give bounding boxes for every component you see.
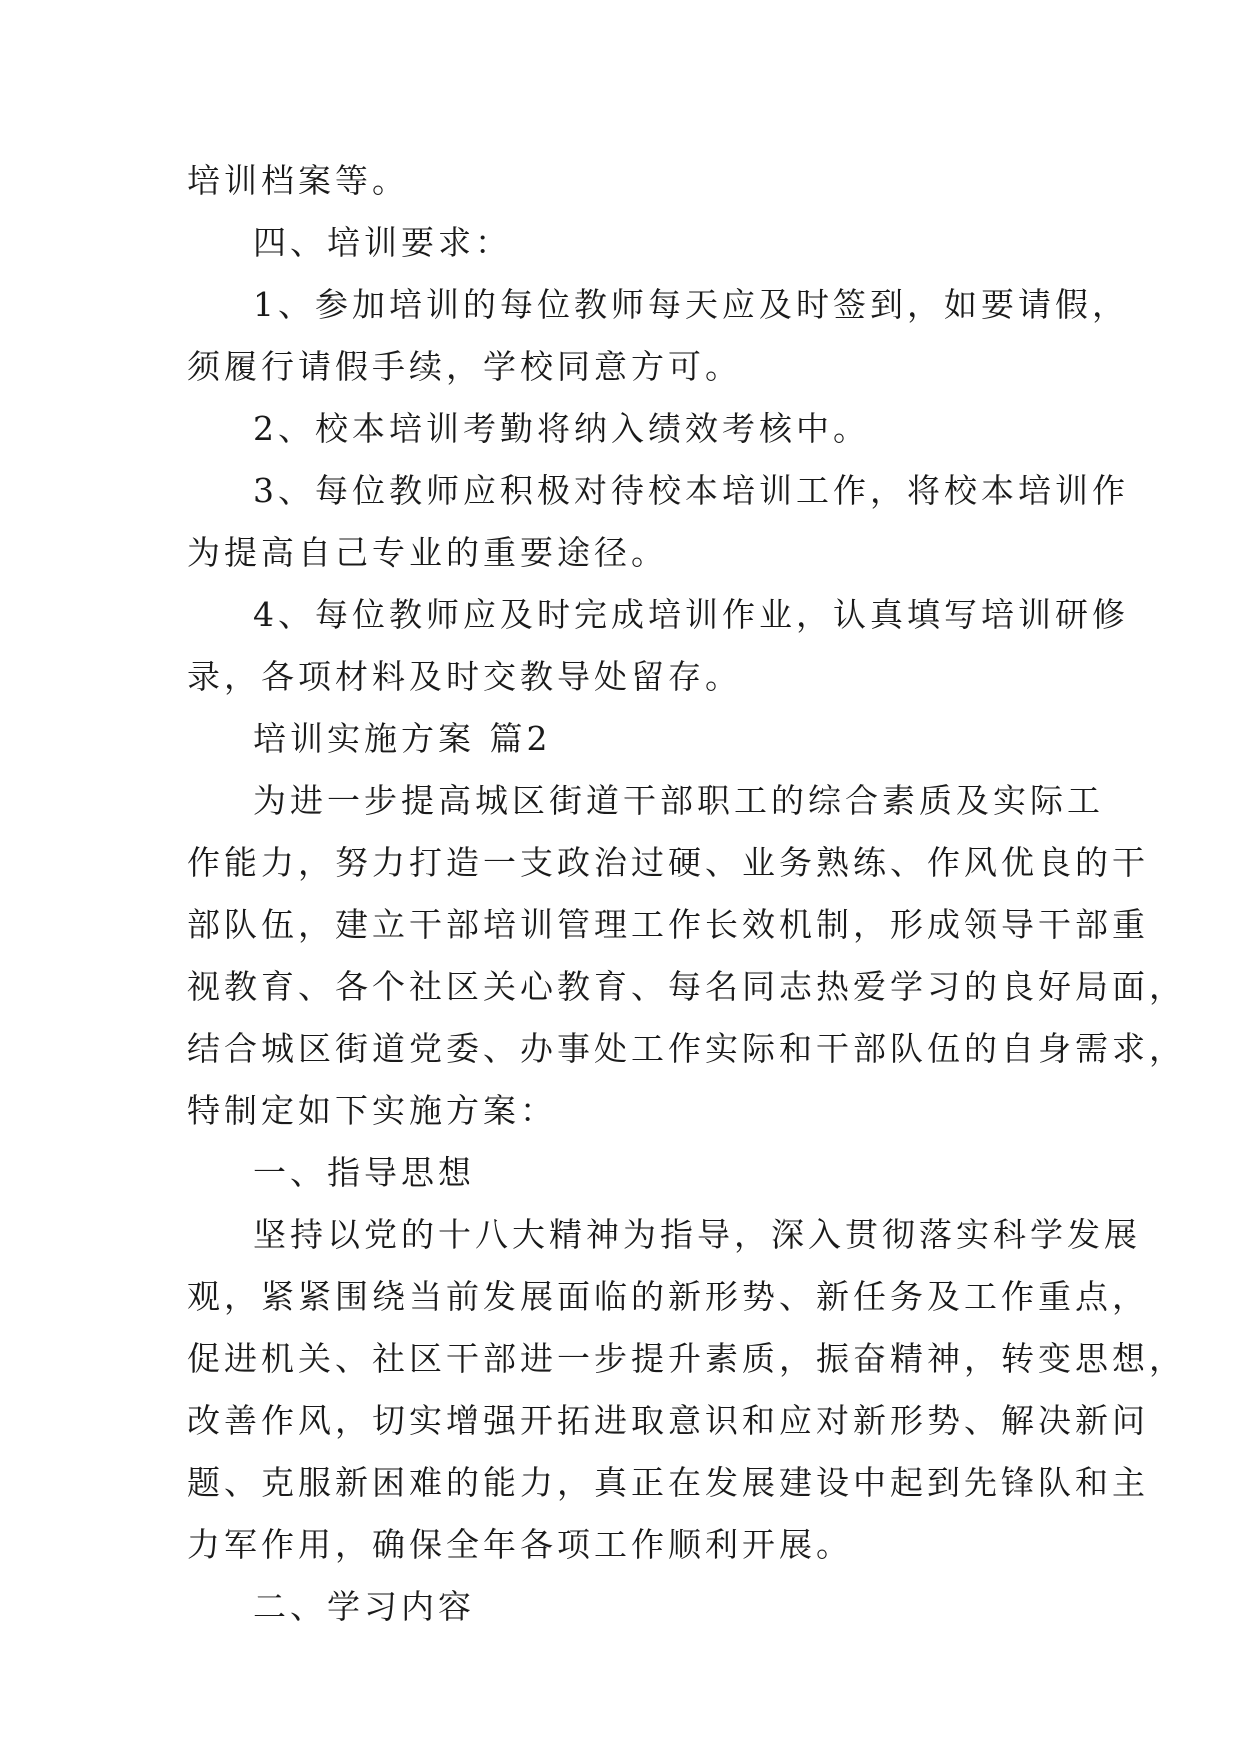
text-line: 4、每位教师应及时完成培训作业，认真填写培训研修 — [253, 595, 1129, 634]
text-line: 部队伍，建立干部培训管理工作长效机制，形成领导干部重 — [187, 905, 1149, 944]
text-line: 2、校本培训考勤将纳入绩效考核中。 — [253, 409, 870, 448]
list-item — [187, 460, 1129, 584]
text-line: 坚持以党的十八大精神为指导，深入贯彻落实科学发展 — [253, 1215, 1141, 1254]
list-item — [187, 398, 1057, 460]
text-line: 培训实施方案 篇2 — [253, 719, 552, 758]
article-title — [187, 708, 1057, 770]
text-line: 结合城区街道党委、办事处工作实际和干部队伍的自身需求， — [187, 1029, 1186, 1068]
paragraph — [187, 770, 1186, 1142]
list-item — [187, 274, 1129, 398]
document-body — [187, 150, 1186, 1638]
text-line: 为提高自己专业的重要途径。 — [187, 533, 668, 572]
text-line: 培训档案等。 — [187, 161, 409, 200]
text-line: 改善作风，切实增强开拓进取意识和应对新形势、解决新问 — [187, 1401, 1149, 1440]
text-line: 一、指导思想 — [253, 1153, 475, 1192]
section-heading-guiding-ideology — [187, 1142, 1057, 1204]
text-line: 录，各项材料及时交教导处留存。 — [187, 657, 742, 696]
text-line: 1、参加培训的每位教师每天应及时签到，如要请假， — [253, 285, 1129, 324]
text-line: 四、培训要求： — [253, 223, 512, 262]
text-line: 为进一步提高城区街道干部职工的综合素质及实际工 — [253, 781, 1104, 820]
text-line: 视教育、各个社区关心教育、每名同志热爱学习的良好局面， — [187, 967, 1186, 1006]
text-line: 观，紧紧围绕当前发展面临的新形势、新任务及工作重点， — [187, 1277, 1149, 1316]
text-line: 促进机关、社区干部进一步提升素质，振奋精神，转变思想， — [187, 1339, 1186, 1378]
text-line: 须履行请假手续，学校同意方可。 — [187, 347, 742, 386]
paragraph — [187, 1204, 1186, 1576]
section-heading-learning-content — [187, 1576, 1057, 1638]
text-line: 作能力，努力打造一支政治过硬、业务熟练、作风优良的干 — [187, 843, 1149, 882]
section-heading-training-requirements — [187, 212, 1057, 274]
text-line: 二、学习内容 — [253, 1587, 475, 1626]
list-item — [187, 584, 1129, 708]
text-line: 力军作用，确保全年各项工作顺利开展。 — [187, 1525, 853, 1564]
text-line: 特制定如下实施方案： — [187, 1091, 557, 1130]
text-line: 3、每位教师应积极对待校本培训工作，将校本培训作 — [253, 471, 1129, 510]
paragraph — [187, 150, 1057, 212]
text-line: 题、克服新困难的能力，真正在发展建设中起到先锋队和主 — [187, 1463, 1149, 1502]
